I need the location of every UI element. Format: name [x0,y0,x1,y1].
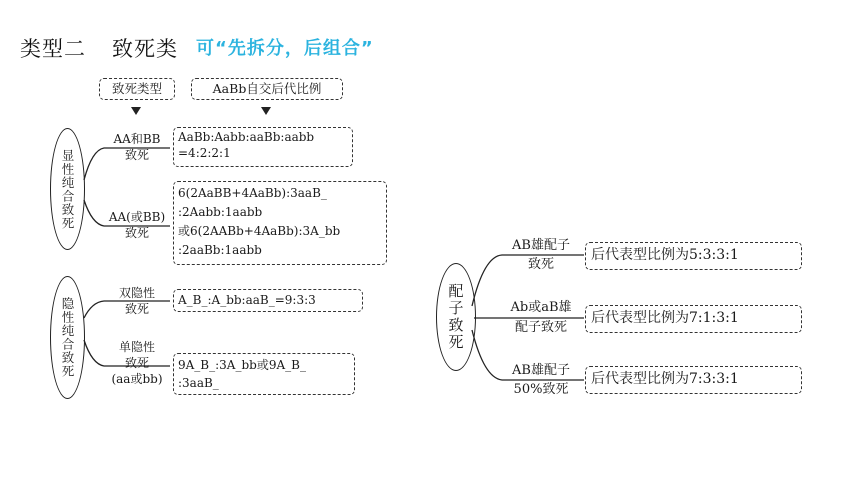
arrow-down-icon [261,107,271,115]
dominant-branch1-label-line2: 致死 [124,148,149,162]
gamete-branch2-result: 后代表型比例为7:1:3:1 [591,310,739,326]
dominant-branch2-label-line2: 致死 [124,226,149,240]
gamete-branch1-result: 后代表型比例为5:3:3:1 [591,247,739,263]
dominant-lethal-node [50,128,85,250]
gamete-branch3-label-line2: 50%致死 [513,382,569,397]
ratio-header-box [191,78,343,100]
recessive-branch1-label-line1: 双隐性 [118,286,155,300]
dominant-branch2-result-line2: :2Aabb:1aabb [178,205,263,219]
gamete-branch1-result-box [585,242,802,270]
arrow-down-icon [131,107,141,115]
gamete-lethal-label: 配子致死 [446,283,465,351]
dominant-branch1-result-line2: =4:2:2:1 [178,146,231,160]
gamete-branch2-label [493,298,589,338]
dominant-branch2-result-box [173,181,387,265]
dominant-branch1-result-box [173,127,353,167]
recessive-lethal-label: 隐性纯合致死 [60,297,75,378]
gamete-lethal-node [436,263,476,371]
title-type-label: 类型二 [20,37,86,61]
dominant-branch1-label [102,131,172,163]
recessive-branch2-result-line1: 9A_B_:3A_bb或9A_B_ [178,358,306,372]
dominant-branch2-label-line1: AA(或BB) [108,210,166,224]
recessive-branch2-label [100,339,174,387]
gamete-branch2-label-line1: Ab或aB雄 [510,300,572,315]
title-category-label: 致死类 [112,37,178,61]
ratio-header-label: AaBb自交后代比例 [212,81,322,96]
recessive-branch1-label [104,285,170,317]
gamete-branch1-label-line1: AB雄配子 [512,238,570,253]
gamete-branch3-label [493,361,589,399]
dominant-branch2-result-line3: 或6(2AABb+4AaBb):3A_bb [178,224,341,238]
gamete-branch2-label-line2: 配子致死 [514,320,567,335]
hint-text: 可“先拆分，后组合” [196,38,374,59]
gamete-branch3-result-box [585,366,802,394]
dominant-lethal-label: 显性纯合致死 [60,148,75,230]
gamete-branch1-label [493,236,589,274]
recessive-branch2-label-line3: (aa或bb) [111,372,163,386]
dominant-branch1-result-line1: AaBb:Aabb:aaBb:aabb [178,130,315,144]
death-type-box [99,78,175,100]
recessive-lethal-node [50,276,85,399]
dominant-branch2-result-line1: 6(2AaBB+4AaBb):3aaB_ [178,186,327,200]
recessive-branch2-label-line2: 致死 [124,356,149,370]
gamete-branch3-result: 后代表型比例为7:3:3:1 [591,371,739,387]
recessive-branch2-result-line2: :3aaB_ [178,376,219,390]
recessive-branch2-label-line1: 单隐性 [118,340,155,354]
recessive-branch1-result-box [173,289,363,312]
dominant-branch1-label-line1: AA和BB [113,132,161,146]
gamete-branch3-label-line1: AB雄配子 [512,363,570,378]
dominant-branch2-label [100,209,174,241]
gamete-branch1-label-line2: 致死 [527,257,554,272]
recessive-branch2-result-box [173,353,355,395]
dominant-branch2-result-line4: :2aaBb:1aabb [178,243,262,257]
gamete-branch2-result-box [585,305,802,333]
recessive-branch1-result-line1: A_B_:A_bb:aaB_=9:3:3 [178,293,316,307]
recessive-branch1-label-line2: 致死 [124,302,149,316]
death-type-label: 致死类型 [111,81,162,96]
